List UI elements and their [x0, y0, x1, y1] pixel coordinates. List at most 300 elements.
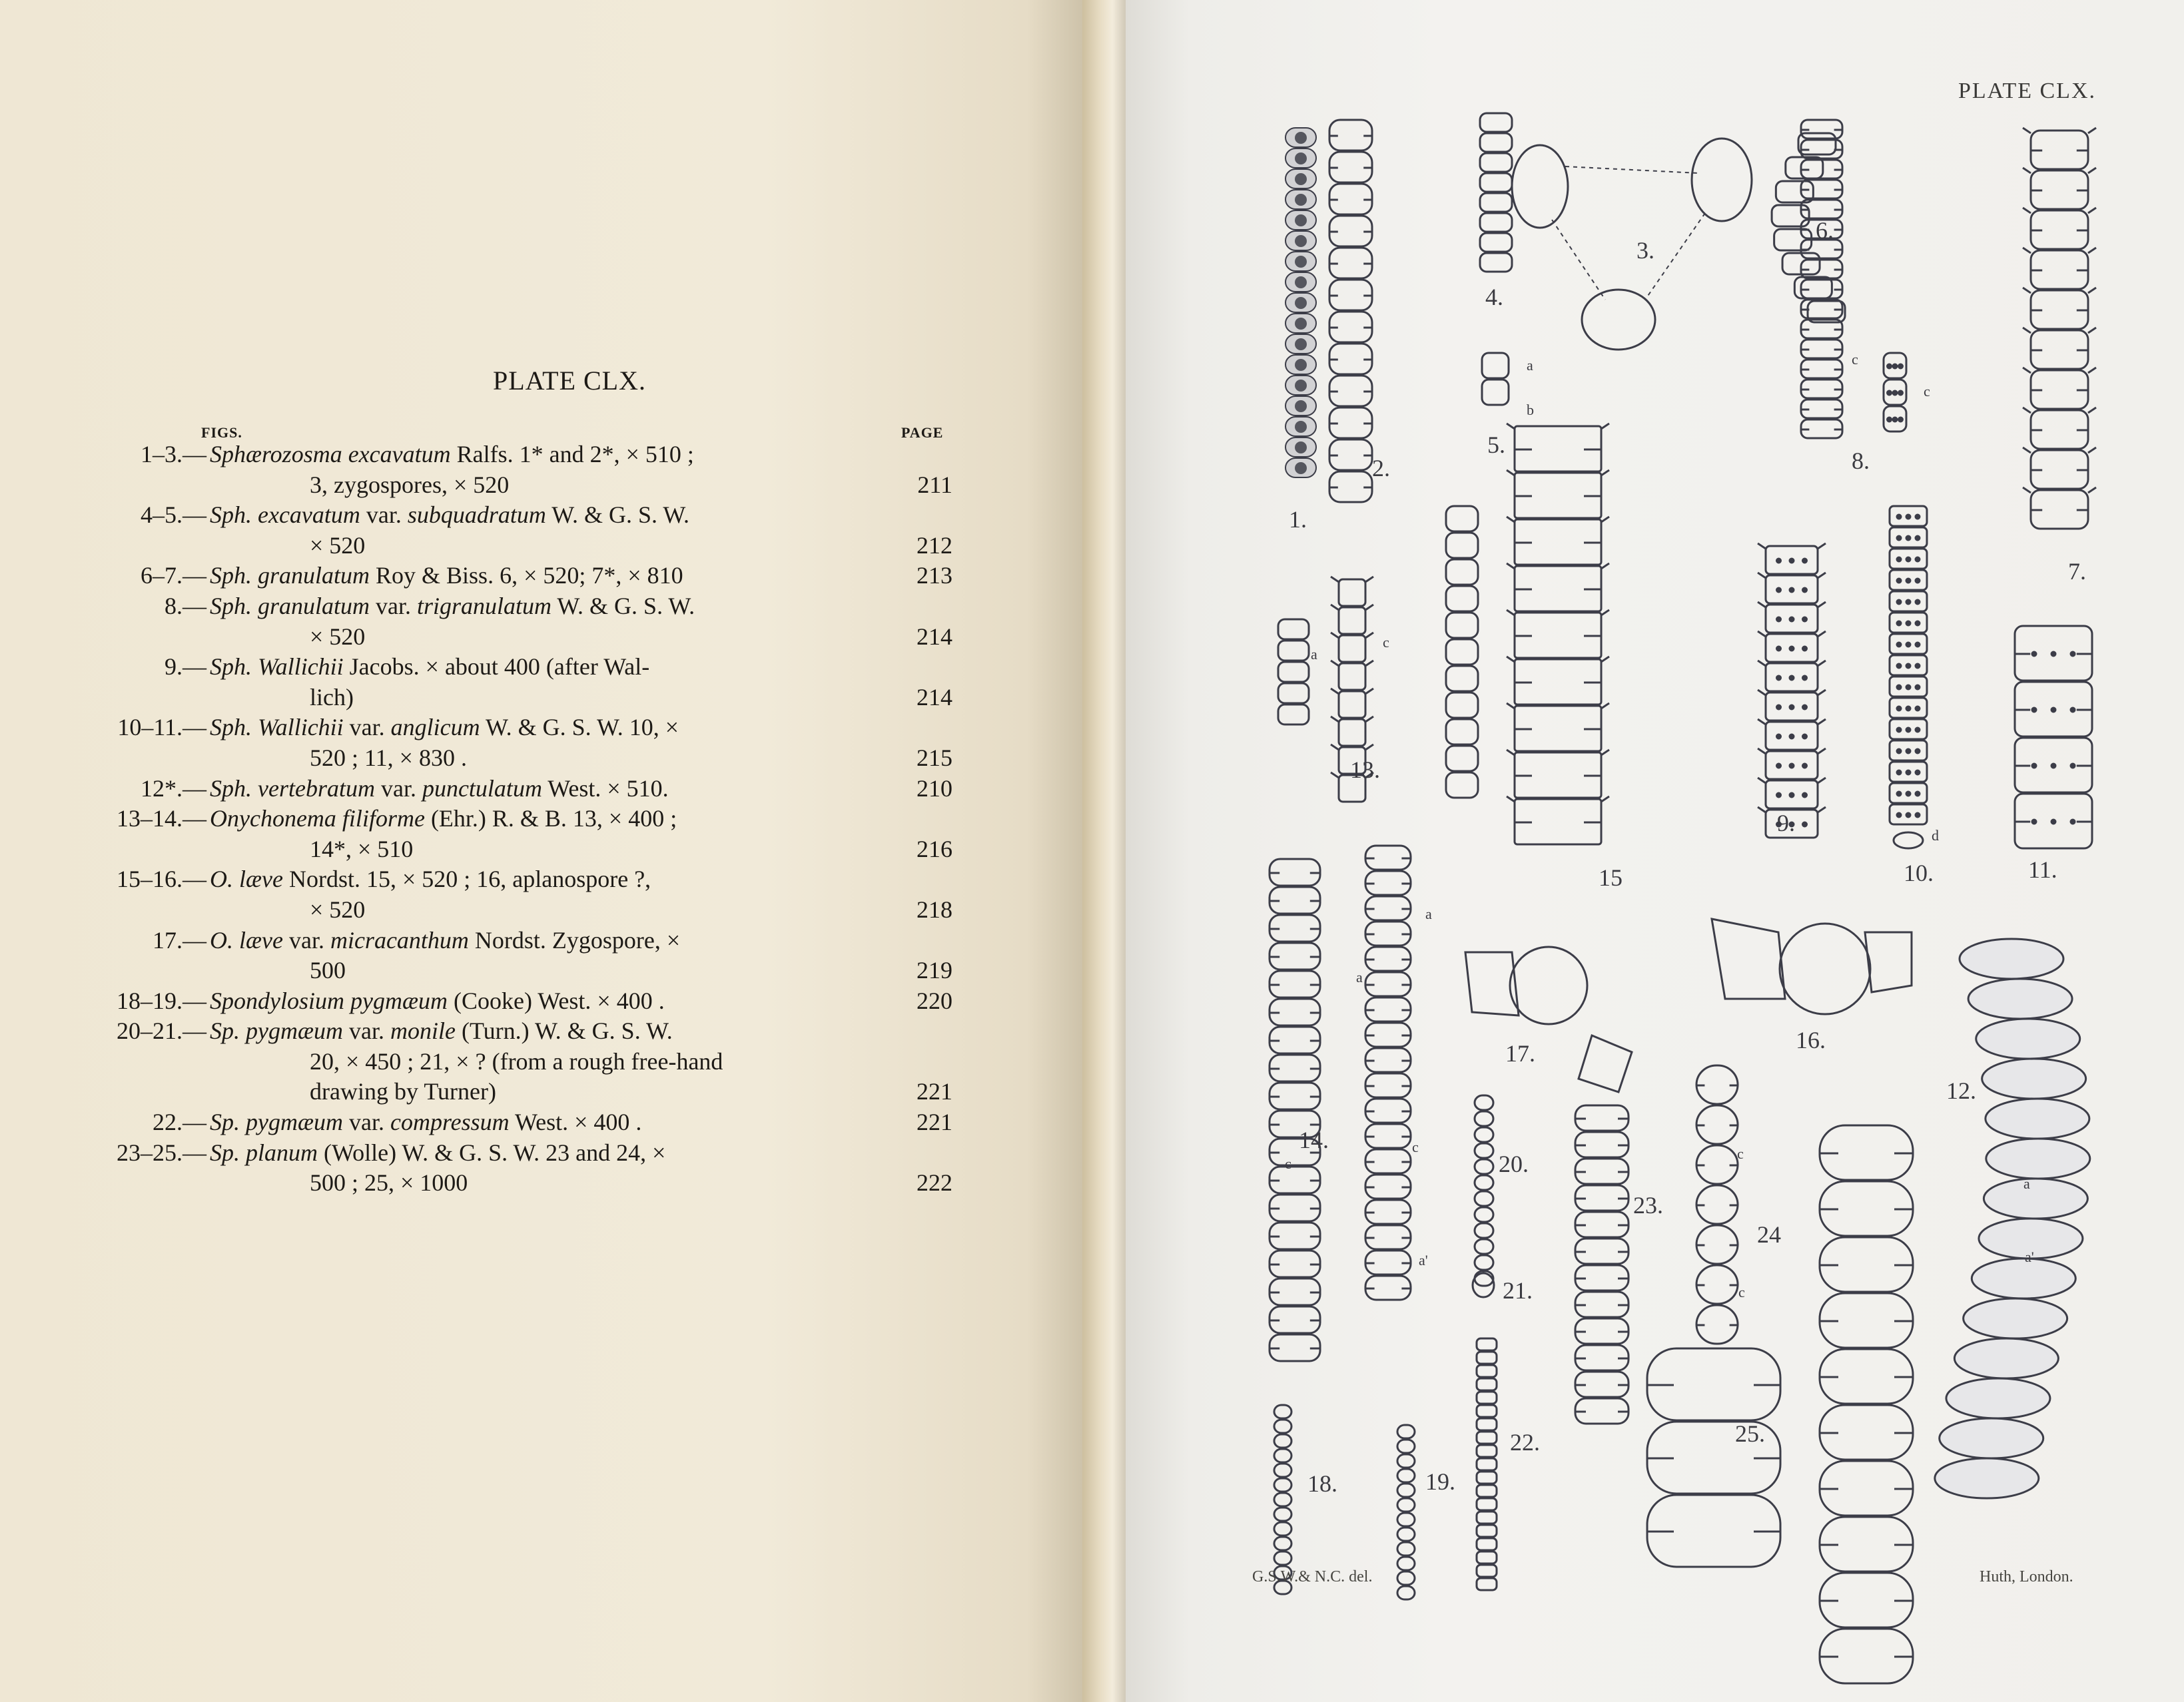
- page-column-header: PAGE: [901, 424, 944, 441]
- legend-entry: [117, 1138, 952, 1199]
- page-number: 219: [916, 957, 952, 984]
- granule: [1906, 664, 1910, 668]
- spine: [2088, 168, 2096, 173]
- granule: [1906, 770, 1910, 774]
- cell: [1274, 1522, 1291, 1536]
- legend-text: 3, zygospores, × 520: [310, 471, 510, 498]
- legend-line: [117, 712, 952, 743]
- cell: [1482, 353, 1509, 378]
- legend-text: × 520: [310, 896, 366, 923]
- figure-range: 12*.—: [141, 774, 206, 802]
- figure-label: 20.: [1499, 1151, 1529, 1177]
- cell: [1397, 1440, 1415, 1453]
- granule: [1897, 515, 1901, 519]
- legend-text: Sph. excavatum var. subquadratum W. & G. S. W.: [210, 501, 690, 529]
- cell: [1946, 1378, 2050, 1418]
- cell: [1475, 1207, 1493, 1222]
- granule: [1888, 391, 1892, 395]
- spine: [1818, 631, 1826, 637]
- spine: [1601, 517, 1609, 522]
- granule: [2051, 764, 2055, 768]
- granule: [1777, 617, 1781, 621]
- chloroplast: [1295, 132, 1307, 144]
- cell: [1397, 1469, 1415, 1482]
- granule: [1897, 707, 1901, 710]
- granule: [1803, 588, 1807, 592]
- legend-line: [117, 864, 952, 895]
- figure-range: 13–14.—: [117, 805, 206, 832]
- figure-label: 15: [1599, 864, 1623, 891]
- legend-line: [160, 1077, 952, 1107]
- figure-label: c: [1852, 351, 1858, 368]
- spine: [1818, 807, 1826, 812]
- cell: [1274, 1449, 1291, 1462]
- page-number: 221: [916, 1109, 952, 1136]
- cell: [1274, 1405, 1291, 1418]
- granule: [1906, 557, 1910, 561]
- cell: [1274, 1434, 1291, 1448]
- figure-range: 23–25.—: [117, 1139, 206, 1166]
- granule: [1790, 647, 1794, 651]
- legend-text: × 520: [310, 623, 366, 650]
- figure-label: 25.: [1735, 1420, 1765, 1447]
- granule: [2071, 764, 2075, 768]
- granule: [1897, 728, 1901, 732]
- spine: [2023, 368, 2031, 373]
- granule: [1777, 676, 1781, 680]
- legend-entry: [117, 1016, 952, 1107]
- legend-line: [153, 1107, 952, 1138]
- cell: [1397, 1498, 1415, 1512]
- figure-range: 18–19.—: [117, 987, 206, 1014]
- cell: [1397, 1528, 1415, 1541]
- cell: [1397, 1571, 1415, 1585]
- chloroplast: [1295, 421, 1307, 433]
- legend-text: 500: [310, 957, 346, 984]
- spine: [1758, 807, 1766, 812]
- spine: [1758, 543, 1766, 549]
- figure-label: 9.: [1777, 810, 1795, 836]
- cell: [1477, 1472, 1497, 1484]
- granule: [2051, 820, 2055, 824]
- granule: [1897, 749, 1901, 753]
- figure-label: 23.: [1633, 1192, 1663, 1219]
- cell: [1397, 1513, 1415, 1526]
- granule: [1916, 600, 1920, 604]
- legend-text: O. læve Nordst. 15, × 520 ; 16, aplanospore ?,: [210, 866, 651, 893]
- spine: [1758, 661, 1766, 666]
- granule: [1897, 813, 1901, 817]
- granule: [1790, 734, 1794, 738]
- figure-range: 1–3.—: [141, 441, 206, 467]
- granule: [2071, 708, 2075, 712]
- figure-label: 3.: [1637, 237, 1654, 264]
- zygospore: [1582, 290, 1655, 350]
- granule: [1916, 579, 1920, 583]
- figure-label: c: [1738, 1284, 1745, 1300]
- granule: [1803, 559, 1807, 563]
- figure-legend-list: [117, 439, 952, 1199]
- page-number: 214: [916, 623, 952, 650]
- spine: [1601, 703, 1609, 709]
- cell: [1278, 641, 1309, 661]
- zygospore: [1510, 947, 1587, 1024]
- cell: [1475, 1255, 1493, 1270]
- spine: [1365, 661, 1373, 666]
- chloroplast: [1295, 380, 1307, 392]
- cell: [1274, 1552, 1291, 1565]
- granule: [1897, 664, 1901, 668]
- figure-label: 24: [1757, 1221, 1781, 1248]
- spine: [2023, 328, 2031, 333]
- book-gutter: [1082, 0, 1132, 1702]
- granule: [1790, 559, 1794, 563]
- cell: [1477, 1405, 1497, 1417]
- cell: [1935, 1458, 2039, 1498]
- legend-line: [117, 986, 952, 1017]
- cell: [1986, 1099, 2089, 1139]
- plate-title: PLATE CLX.: [493, 366, 646, 396]
- granule: [1893, 391, 1897, 395]
- cell: [1475, 1095, 1493, 1110]
- cell: [1339, 719, 1365, 746]
- figure-label: c: [1924, 383, 1930, 400]
- zygospore: [1692, 139, 1752, 221]
- page-number: 211: [917, 471, 952, 498]
- figure-label: 11.: [2028, 856, 2057, 883]
- legend-text: Sp. pygmæum var. compressum West. × 400 .: [210, 1109, 642, 1136]
- cell: [1482, 380, 1509, 405]
- granule: [2051, 708, 2055, 712]
- cell: [1475, 1143, 1493, 1158]
- page-number: 221: [916, 1078, 952, 1105]
- figure-range: 4–5.—: [141, 501, 206, 529]
- granule: [1897, 621, 1901, 625]
- cell: [1480, 193, 1512, 212]
- printer-credit: Huth, London.: [1980, 1568, 2073, 1585]
- granule: [1790, 764, 1794, 768]
- granule: [1777, 705, 1781, 709]
- page-number: 213: [916, 562, 952, 589]
- granule: [1897, 557, 1901, 561]
- cell: [1968, 979, 2072, 1019]
- cell: [1339, 691, 1365, 718]
- spine: [2023, 208, 2031, 213]
- granule: [1906, 749, 1910, 753]
- granule: [1906, 707, 1910, 710]
- legend-text: Sph. vertebratum var. punctulatum West. × 510.: [210, 774, 669, 802]
- legend-text: × 520: [310, 531, 366, 559]
- granule: [1916, 536, 1920, 540]
- cell: [1446, 506, 1478, 531]
- figure-label: 19.: [1425, 1468, 1455, 1495]
- legend-text: 520 ; 11, × 830 .: [310, 744, 467, 771]
- figure-label: a': [1419, 1252, 1428, 1269]
- granule: [1916, 792, 1920, 796]
- cell: [1480, 233, 1512, 252]
- figure-label: a: [1527, 357, 1533, 374]
- cell: [1954, 1338, 2058, 1378]
- cell: [1477, 1392, 1497, 1404]
- spine: [1507, 424, 1515, 429]
- cell: [1940, 1418, 2043, 1458]
- page-number: 214: [916, 683, 952, 710]
- cell: [1446, 613, 1478, 638]
- cell: [1960, 939, 2063, 979]
- spine: [1365, 633, 1373, 638]
- cell: [1477, 1525, 1497, 1537]
- figure-label: 4.: [1485, 284, 1503, 310]
- granule: [1906, 579, 1910, 583]
- figure-range: 22.—: [153, 1109, 206, 1136]
- granule: [2032, 764, 2036, 768]
- spine: [1818, 719, 1826, 724]
- granule: [1803, 764, 1807, 768]
- cell: [1477, 1432, 1497, 1444]
- figure-label: c: [1412, 1139, 1419, 1155]
- cell: [1477, 1445, 1497, 1457]
- granule: [1906, 728, 1910, 732]
- spine: [1331, 689, 1339, 694]
- spine: [2088, 208, 2096, 213]
- spine: [2023, 447, 2031, 453]
- chloroplast: [1295, 173, 1307, 185]
- granule: [1803, 793, 1807, 797]
- spine: [2023, 128, 2031, 133]
- spine: [1507, 517, 1515, 522]
- cell: [1475, 1239, 1493, 1254]
- legend-entry: [153, 926, 952, 986]
- granule: [1897, 600, 1901, 604]
- legend-entry: [141, 561, 952, 591]
- legend-line: [141, 561, 952, 591]
- granule: [1803, 705, 1807, 709]
- figure-label: 17.: [1505, 1040, 1535, 1067]
- legend-line: [160, 895, 952, 926]
- cell: [1278, 705, 1309, 724]
- cell: [1274, 1493, 1291, 1506]
- legend-entry: [141, 500, 952, 561]
- figure-label: a: [1356, 969, 1363, 986]
- cell: [1477, 1458, 1497, 1470]
- legend-text: Sp. pygmæum var. monile (Turn.) W. & G. S. W.: [210, 1017, 673, 1045]
- spine: [1601, 563, 1609, 569]
- spine: [1601, 657, 1609, 662]
- cell-half: [1712, 919, 1785, 999]
- figure-range: 8.—: [165, 592, 206, 619]
- spine: [1818, 543, 1826, 549]
- legend-entry: [117, 864, 952, 925]
- spine: [1365, 577, 1373, 582]
- granule: [1906, 685, 1910, 689]
- spine: [1758, 748, 1766, 754]
- figure-range: 20–21.—: [117, 1017, 206, 1045]
- cell: [1477, 1418, 1497, 1430]
- cell: [1477, 1565, 1497, 1577]
- spine: [2088, 368, 2096, 373]
- figure-label: b: [1527, 402, 1534, 418]
- cell: [1480, 213, 1512, 232]
- cell: [1480, 153, 1512, 172]
- spine: [1601, 424, 1609, 429]
- granule: [1916, 770, 1920, 774]
- cell: [1274, 1420, 1291, 1433]
- spine: [2023, 248, 2031, 253]
- granule: [1916, 749, 1920, 753]
- cell: [1982, 1059, 2086, 1099]
- chloroplast: [1295, 318, 1307, 330]
- cell: [1964, 1298, 2067, 1338]
- figure-label: 1.: [1289, 506, 1307, 533]
- chloroplast: [1295, 462, 1307, 474]
- granule: [2032, 708, 2036, 712]
- spine: [1331, 633, 1339, 638]
- figure-label: a': [2025, 1249, 2034, 1265]
- granule: [1899, 418, 1903, 422]
- granule: [1916, 707, 1920, 710]
- spine: [1818, 573, 1826, 578]
- dotted-connector: [1552, 220, 1605, 300]
- figure-range: 17.—: [153, 926, 206, 954]
- legend-text: lich): [310, 683, 354, 710]
- cell: [1397, 1542, 1415, 1556]
- legend-text: Sp. planum (Wolle) W. & G. S. W. 23 and 24, ×: [210, 1139, 666, 1166]
- legend-line: [141, 500, 952, 531]
- cell: [1477, 1578, 1497, 1590]
- figure-label: a: [1311, 646, 1317, 663]
- spine: [1365, 689, 1373, 694]
- cell: [1477, 1485, 1497, 1497]
- spine: [1601, 470, 1609, 475]
- granule: [1916, 643, 1920, 647]
- granule: [1790, 705, 1794, 709]
- cell: [1475, 1175, 1493, 1190]
- spine: [1507, 610, 1515, 615]
- granule: [1777, 559, 1781, 563]
- granule: [1916, 813, 1920, 817]
- spine: [1331, 716, 1339, 722]
- spine: [1818, 690, 1826, 695]
- cell: [1446, 746, 1478, 771]
- spine: [2023, 408, 2031, 413]
- spine: [2088, 248, 2096, 253]
- legend-entry: [141, 439, 952, 500]
- spine: [1365, 716, 1373, 722]
- figure-label: 6.: [1816, 217, 1834, 244]
- figure-range: 6–7.—: [141, 562, 206, 589]
- cell: [1446, 639, 1478, 665]
- granule: [1916, 621, 1920, 625]
- spine: [1818, 661, 1826, 666]
- legend-line: [117, 1138, 952, 1169]
- spine: [2088, 408, 2096, 413]
- spine: [1601, 750, 1609, 755]
- legend-text: Sph. granulatum Roy & Biss. 6, × 520; 7*, × 810: [210, 562, 683, 589]
- granule: [2032, 820, 2036, 824]
- granule: [1893, 364, 1897, 368]
- plate-illustrations: [1126, 0, 2184, 1702]
- spine: [1758, 602, 1766, 607]
- cell: [1446, 586, 1478, 611]
- spine: [1507, 470, 1515, 475]
- legend-text: O. læve var. micracanthum Nordst. Zygospore, ×: [210, 926, 681, 954]
- granule: [1893, 418, 1897, 422]
- granule: [1777, 764, 1781, 768]
- granule: [1906, 792, 1910, 796]
- granule: [1790, 617, 1794, 621]
- cell: [1446, 693, 1478, 718]
- legend-line: [160, 683, 952, 713]
- chloroplast: [1295, 359, 1307, 371]
- figure-label: 2.: [1372, 455, 1390, 481]
- cell: [1274, 1508, 1291, 1521]
- spine: [1331, 661, 1339, 666]
- chloroplast: [1295, 256, 1307, 268]
- cell: [1278, 619, 1309, 639]
- figure-label: a: [2023, 1175, 2030, 1192]
- legend-entry: [153, 1107, 952, 1138]
- granule: [1790, 676, 1794, 680]
- legend-text: Onychonema filiforme (Ehr.) R. & B. 13, × 400 ;: [210, 805, 677, 832]
- cell: [1976, 1019, 2080, 1059]
- page-number: 210: [916, 774, 952, 802]
- legend-text: Sphærozosma excavatum Ralfs. 1* and 2*, × 510 ;: [210, 441, 694, 467]
- cell: [1477, 1338, 1497, 1350]
- cell: [1477, 1552, 1497, 1563]
- spine: [2088, 447, 2096, 453]
- cell: [1984, 1179, 2087, 1219]
- granule: [1897, 685, 1901, 689]
- legend-text: 14*, × 510: [310, 835, 414, 862]
- cell: [1477, 1352, 1497, 1364]
- spine: [1758, 573, 1766, 578]
- spine: [1758, 690, 1766, 695]
- cell: [1480, 253, 1512, 272]
- legend-line: [153, 926, 952, 956]
- granule: [1777, 588, 1781, 592]
- dotted-connector: [1565, 166, 1698, 173]
- cell: [1397, 1425, 1415, 1438]
- granule: [1899, 391, 1903, 395]
- cell: [1475, 1111, 1493, 1126]
- granule: [1790, 793, 1794, 797]
- granule: [1897, 770, 1901, 774]
- illustrator-credit: G.S.W.& N.C. del.: [1252, 1568, 1373, 1585]
- cell: [1339, 607, 1365, 634]
- cell: [1480, 173, 1512, 192]
- figure-label: 18.: [1307, 1470, 1337, 1497]
- figure-label: 22.: [1510, 1429, 1540, 1456]
- spine: [1331, 772, 1339, 778]
- legend-text: 20, × 450 ; 21, × ? (from a rough free-hand: [310, 1047, 723, 1075]
- cell: [1477, 1378, 1497, 1390]
- granule: [1899, 364, 1903, 368]
- spine: [1507, 750, 1515, 755]
- granule: [1790, 588, 1794, 592]
- spine: [1507, 796, 1515, 802]
- spine: [1758, 631, 1766, 637]
- legend-line: [160, 652, 952, 683]
- figure-range: 9.—: [165, 653, 206, 681]
- figure-range: 10–11.—: [117, 714, 206, 741]
- figure-label: 8.: [1852, 447, 1870, 474]
- figure-label: 5.: [1487, 431, 1505, 458]
- granule: [1916, 515, 1920, 519]
- granule: [1803, 734, 1807, 738]
- spine: [2088, 328, 2096, 333]
- spine: [1818, 778, 1826, 783]
- spine: [1507, 563, 1515, 569]
